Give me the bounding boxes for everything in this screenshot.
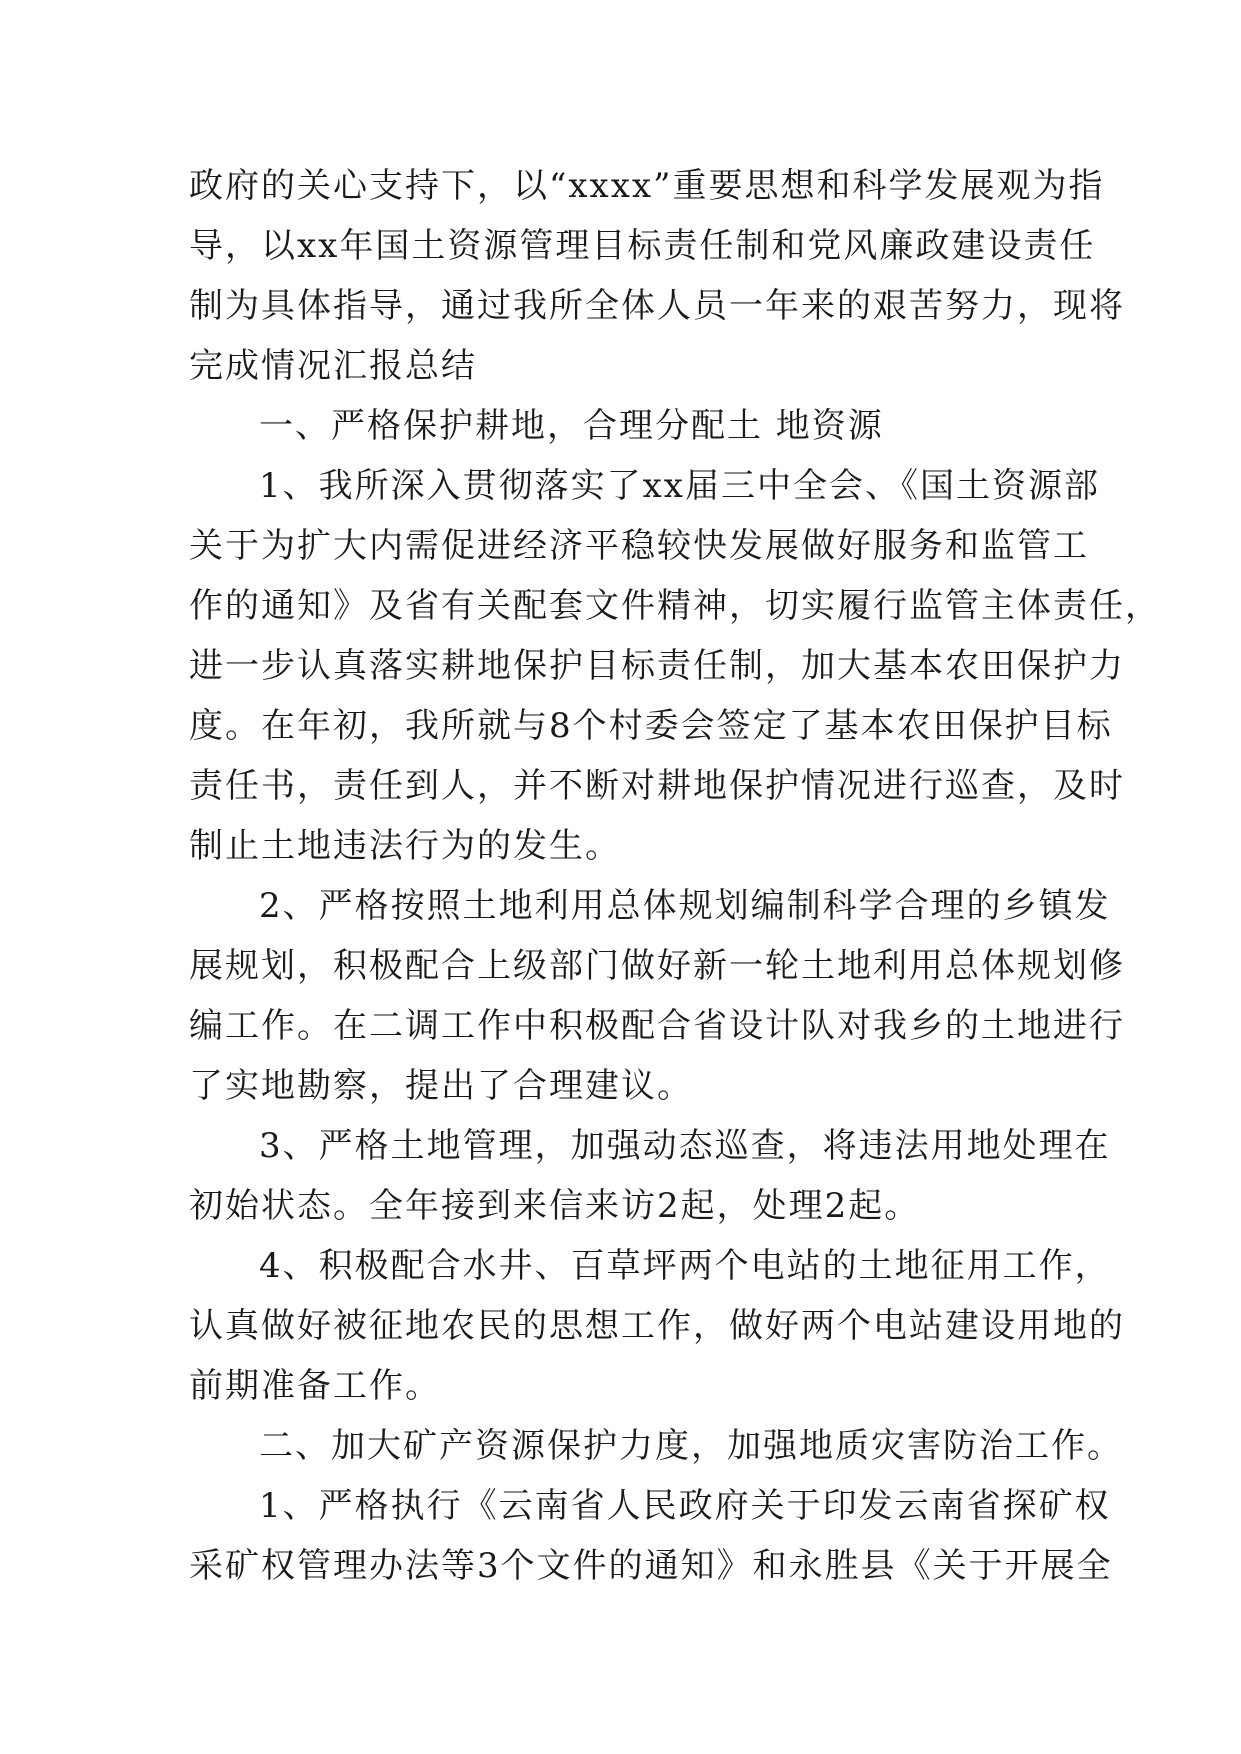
text-line: 展规划，积极配合上级部门做好新一轮土地利用总体规划修 bbox=[189, 946, 1125, 986]
section-heading: 二、加大矿产资源保护力度，加强地质灾害防治工作。 bbox=[259, 1426, 1123, 1466]
text-line: 关于为扩大内需促进经济平稳较快发展做好服务和监管工 bbox=[189, 526, 1089, 566]
text-line: 制为具体指导，通过我所全体人员一年来的艰苦努力，现将 bbox=[189, 286, 1125, 326]
document-body bbox=[189, 156, 1161, 1596]
text-line: 了实地勘察，提出了合理建议。 bbox=[189, 1066, 693, 1106]
text-line: 1、我所深入贯彻落实了xx届三中全会、《国土资源部 bbox=[259, 466, 1100, 506]
text-line: 1、严格执行《云南省人民政府关于印发云南省探矿权 bbox=[259, 1486, 1111, 1526]
section-heading: 一、严格保护耕地，合理分配土 地资源 bbox=[259, 406, 884, 446]
text-line: 责任书，责任到人，并不断对耕地保护情况进行巡查，及时 bbox=[189, 766, 1125, 806]
text-line: 度。在年初，我所就与8个村委会签定了基本农田保护目标 bbox=[189, 706, 1113, 746]
text-line: 作的通知》及省有关配套文件精神，切实履行监管主体责任， bbox=[189, 586, 1161, 626]
text-line: 认真做好被征地农民的思想工作，做好两个电站建设用地的 bbox=[189, 1306, 1125, 1346]
text-line: 完成情况汇报总结 bbox=[189, 346, 477, 386]
text-line: 导，以xx年国土资源管理目标责任制和党风廉政建设责任 bbox=[189, 226, 1096, 266]
text-line: 4、积极配合水井、百草坪两个电站的土地征用工作， bbox=[259, 1246, 1111, 1286]
text-line: 初始状态。全年接到来信来访2起，处理2起。 bbox=[189, 1186, 921, 1226]
text-line: 前期准备工作。 bbox=[189, 1366, 441, 1406]
text-line: 制止土地违法行为的发生。 bbox=[189, 826, 621, 866]
text-line: 采矿权管理办法等3个文件的通知》和永胜县《关于开展全 bbox=[189, 1546, 1113, 1586]
text-line: 政府的关心支持下，以“xxxx”重要思想和科学发展观为指 bbox=[189, 166, 1105, 206]
text-line: 编工作。在二调工作中积极配合省设计队对我乡的土地进行 bbox=[189, 1006, 1125, 1046]
text-line: 进一步认真落实耕地保护目标责任制，加大基本农田保护力 bbox=[189, 646, 1125, 686]
text-line: 2、严格按照土地利用总体规划编制科学合理的乡镇发 bbox=[259, 886, 1111, 926]
text-line: 3、严格土地管理，加强动态巡查，将违法用地处理在 bbox=[259, 1126, 1111, 1166]
